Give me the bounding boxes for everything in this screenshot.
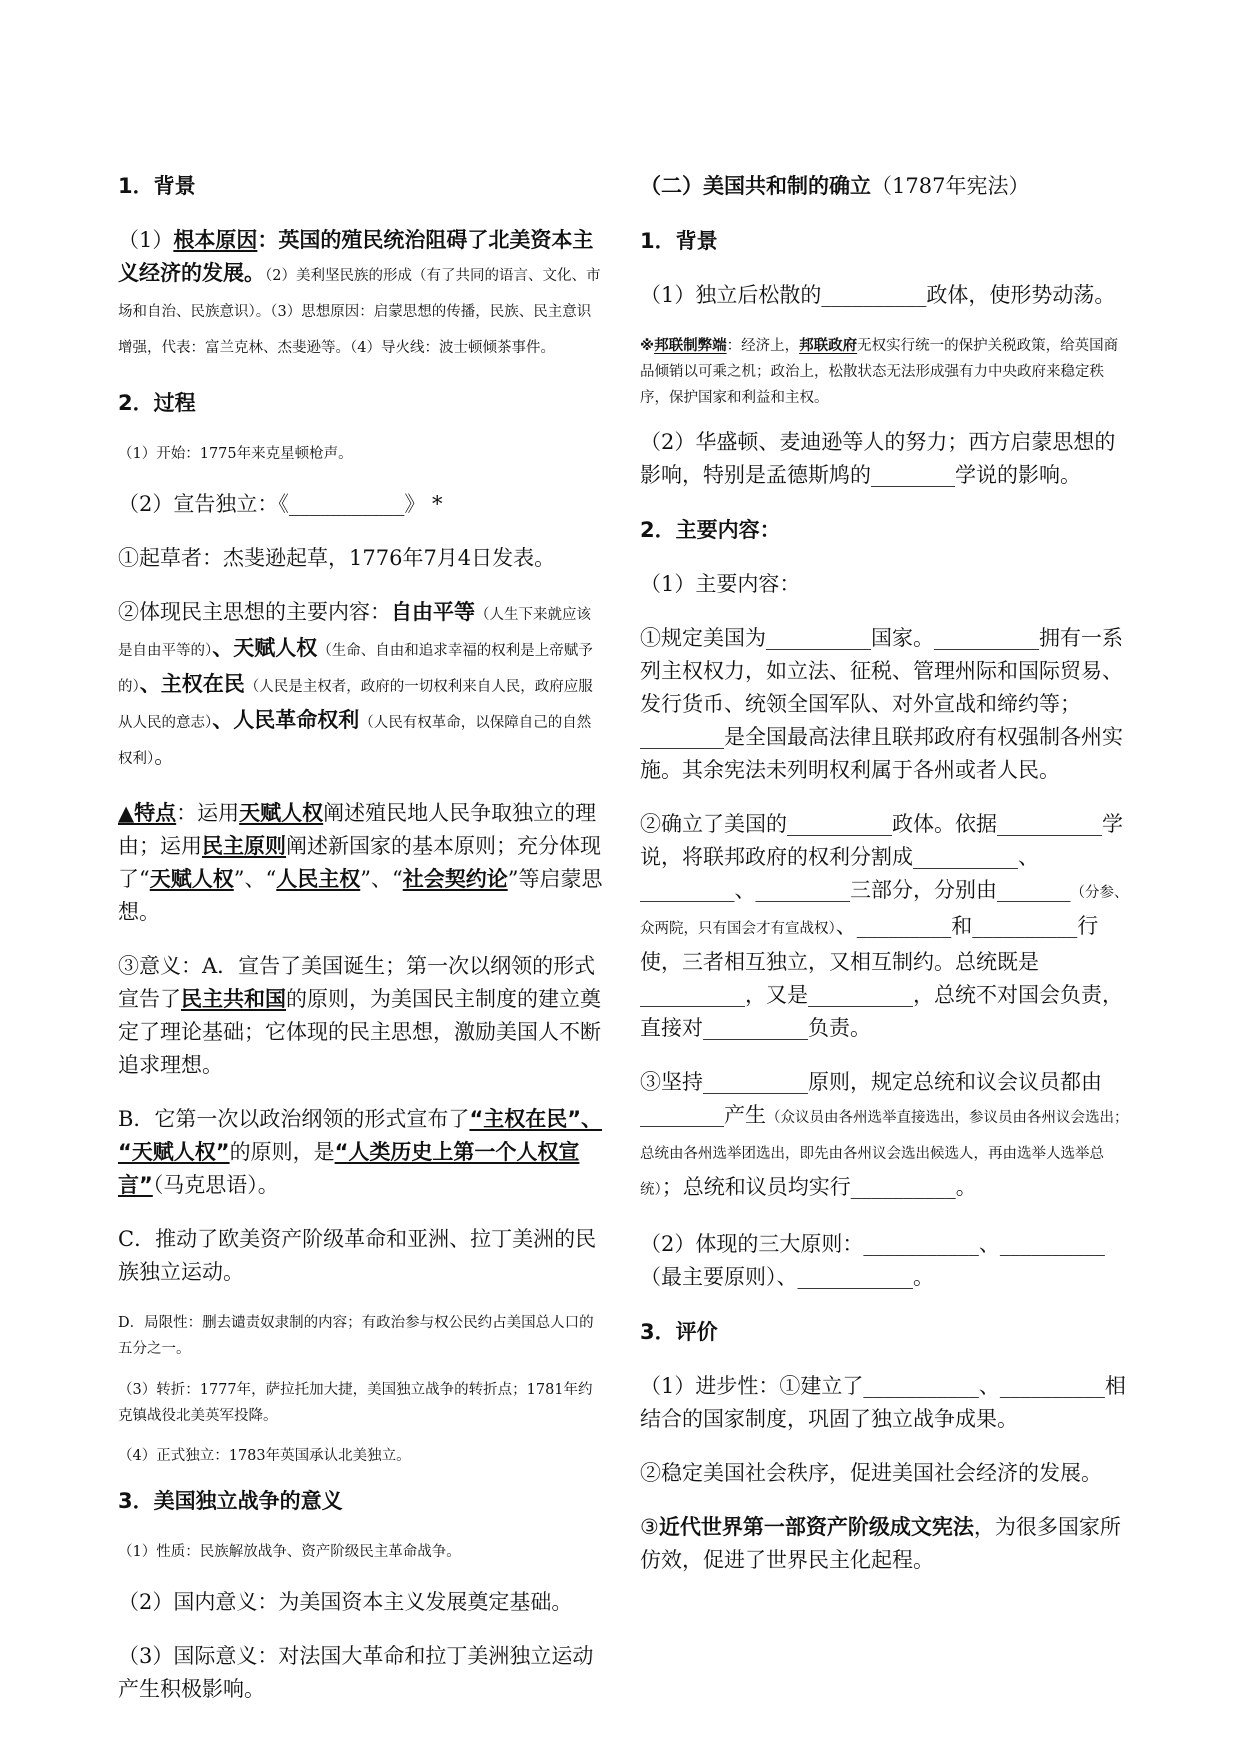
section-heading-background: 1．背景 xyxy=(118,174,196,198)
paragraph-efforts: （2）华盛顿、麦迪逊等人的努力；西方启蒙思想的影响，特别是孟德斯鸠的________学说的影响。 xyxy=(640,429,1116,487)
section-heading-background: 1．背景 xyxy=(640,229,718,253)
left-column xyxy=(118,148,603,1727)
text: ”等启蒙思想。 xyxy=(118,867,603,924)
section-heading-process: 2．过程 xyxy=(118,391,196,415)
keyword: “人类历史上第一个人权宣言” xyxy=(118,1140,580,1197)
section-heading-significance: 3．美国独立战争的意义 xyxy=(118,1488,343,1513)
text-small: （众议员由各州选举直接选出，参议员由各州议会选出；总统由各州选举团选出，即先由各州议会选出候选人，再由选举人选举总统） xyxy=(640,1109,1129,1198)
keyword: 民主原则 xyxy=(202,834,286,858)
keyword: 邦联政府 xyxy=(799,338,858,354)
paragraph-international: （3）国际意义：对法国大革命和拉丁美洲独立运动产生积极影响。 xyxy=(118,1643,594,1701)
text: ”、“ xyxy=(233,867,277,891)
paragraph-significance-b xyxy=(118,1103,603,1202)
text: 的原则，是 xyxy=(229,1140,335,1164)
keyword: “主权在民”、 xyxy=(469,1107,603,1131)
paragraph-nature: （1）性质：民族解放战争、资产阶级民主革命战争。 xyxy=(118,1543,461,1560)
chapter-heading xyxy=(640,169,1130,203)
keyword: 、人民革命权利 xyxy=(212,708,360,732)
text: ”、“ xyxy=(360,867,403,891)
paragraph-democratic-content xyxy=(118,596,603,776)
keyword: 近代世界第一部资产阶级成文宪法 xyxy=(658,1514,974,1539)
paragraph-federal-state: ①规定美国为__________国家。__________拥有一系列主权权力，如立法、征税、管理州际和国际贸易、发行货币、统领全国军队、对外宣战和缔约等；________是全国最高法律且联邦政府有权强制各州实施。其余宪法未列明权利属于各州或者人民。 xyxy=(640,625,1123,782)
text-bold: ：英国的殖民统治阻碍了北美资本主义经济的发展。 xyxy=(118,228,594,285)
text: ：经济上， xyxy=(726,338,800,354)
paragraph-start: （1）开始：1775年来克星顿枪声。 xyxy=(118,446,353,462)
text: ，为很多国家所仿效，促进了世界民主化起程。 xyxy=(640,1514,1121,1572)
heading-year: （1787年宪法） xyxy=(871,174,1030,198)
text: 无权实行统一的保护关税政策，给英国商品倾销以可乘之机；政治上，松散状态无法形成强有力中央政府来稳定秩序，保护国家和利益和主权。 xyxy=(640,338,1119,406)
keyword: 社会契约论 xyxy=(402,867,508,891)
text: 阐述殖民地人民争取独立的理由；运用 xyxy=(118,801,597,858)
keyword-root-cause: 根本原因 xyxy=(173,228,258,252)
text: ；总统和议员均实行__________。 xyxy=(661,1174,977,1199)
text-small: （分参、众两院，只有国会才有宣战权） xyxy=(640,884,1129,937)
keyword: 天赋人权 xyxy=(149,867,234,891)
keyword: 人民主权 xyxy=(276,867,361,891)
text: 、_________和__________行使，三者相互独立，又相互制约。总统既是__________，又是__________，总统不对国会负责，直接对__________负责。 xyxy=(640,913,1123,1040)
paragraph-loose-government: （1）独立后松散的__________政体，使形势动荡。 xyxy=(640,283,1116,307)
keyword: 天赋人权 xyxy=(239,801,324,825)
paragraph-three-principles: （2）体现的三大原则：___________、__________（最主要原则）、___________。 xyxy=(640,1231,1105,1289)
text-small: （生命、自由和追求幸福的权利是上帝赋予的） xyxy=(118,643,593,695)
paragraph-stability: ②稳定美国社会秩序，促进美国社会经济的发展。 xyxy=(640,1460,1102,1485)
text: ③坚持__________原则，规定总统和议会议员都由________产生 xyxy=(640,1069,1102,1127)
keyword: 邦联制弊端 xyxy=(654,338,727,354)
paragraph-main-content-label: （1）主要内容： xyxy=(640,571,801,596)
paragraph-limitation: D．局限性：删去谴责奴隶制的内容；有政治参与权公民约占美国总人口的五分之一。 xyxy=(118,1315,594,1357)
text: ：运用 xyxy=(176,801,240,825)
paragraph-features xyxy=(118,797,603,929)
paragraph-significance-a xyxy=(118,950,603,1082)
keyword: 民主共和国 xyxy=(181,987,286,1011)
section-heading-evaluation: 3．评价 xyxy=(640,1319,718,1344)
text: （马克思语）。 xyxy=(152,1173,279,1197)
paragraph-drafter: ①起草者：杰斐逊起草，1776年7月4日发表。 xyxy=(118,546,556,570)
text-small: （2）美利坚民族的形成（有了共同的语言、文化、市场和自治、民族意识）。（3）思想原因：启蒙思想的传播，民族、民主意识增强，代表：富兰克林、杰斐逊等。（4）导火线：波士顿倾茶事件。 xyxy=(118,268,601,356)
text-small: （人生下来就应该是自由平等的） xyxy=(118,607,591,659)
heading-text: （二）美国共和制的确立 xyxy=(640,174,871,198)
text: ②体现民主思想的主要内容： xyxy=(118,600,391,624)
section-heading-main-content: 2．主要内容： xyxy=(640,517,781,542)
keyword: 、天赋人权 xyxy=(212,636,318,660)
note-mark: ※ xyxy=(640,338,655,354)
paragraph-confederation-drawbacks xyxy=(640,333,1130,411)
paragraph-progress: （1）进步性：①建立了___________、__________相结合的国家制度，巩固了独立战争成果。 xyxy=(640,1373,1126,1431)
text: ②确立了美国的__________政体。依据__________学说，将联邦政府的权利分割成__________、_________、_________三部分，分别由_______ xyxy=(640,811,1123,902)
text-small: （人民是主权者，政府的一切权利来自人民，政府应服从人民的意志） xyxy=(118,679,593,731)
text: B．它第一次以政治纲领的形式宣布了 xyxy=(118,1107,470,1131)
paragraph-first-constitution xyxy=(640,1511,1130,1577)
keyword: 自由平等 xyxy=(391,600,475,624)
text: 。 xyxy=(154,744,176,768)
right-column xyxy=(640,148,1130,1598)
text: ③ xyxy=(640,1514,659,1539)
text: 的原则，为美国民主制度的建立奠定了理论基础；它体现的民主思想，激励美国人不断追求理想。 xyxy=(118,987,601,1077)
paragraph-declaration: （2）宣告独立：《___________》 * xyxy=(118,492,443,516)
paragraph-elections xyxy=(640,1066,1130,1207)
keyword: “天赋人权” xyxy=(118,1140,230,1164)
paragraph-significance-c: C．推动了欧美资产阶级革命和亚洲、拉丁美洲的民族独立运动。 xyxy=(118,1227,597,1284)
text: （1） xyxy=(118,228,174,252)
paragraph-separation-of-powers xyxy=(640,808,1130,1045)
paragraph-independence: （4）正式独立：1783年英国承认北美独立。 xyxy=(118,1448,411,1464)
paragraph-turning-point: （3）转折：1777年，萨拉托加大捷，美国独立战争的转折点；1781年约克镇战役北美英军投降。 xyxy=(118,1381,593,1424)
text-small: （人民有权革命，以保障自己的自然权利） xyxy=(118,715,592,767)
text: ③意义：A．宣告了美国诞生；第一次以纲领的形式宣告了 xyxy=(118,954,596,1011)
text: 阐述新国家的基本原则；充分体现了“ xyxy=(118,834,601,891)
paragraph-root-cause xyxy=(118,224,603,365)
keyword: 、主权在民 xyxy=(139,672,245,696)
paragraph-domestic: （2）国内意义：为美国资本主义发展奠定基础。 xyxy=(118,1589,573,1614)
keyword-features: ▲特点 xyxy=(118,801,177,825)
